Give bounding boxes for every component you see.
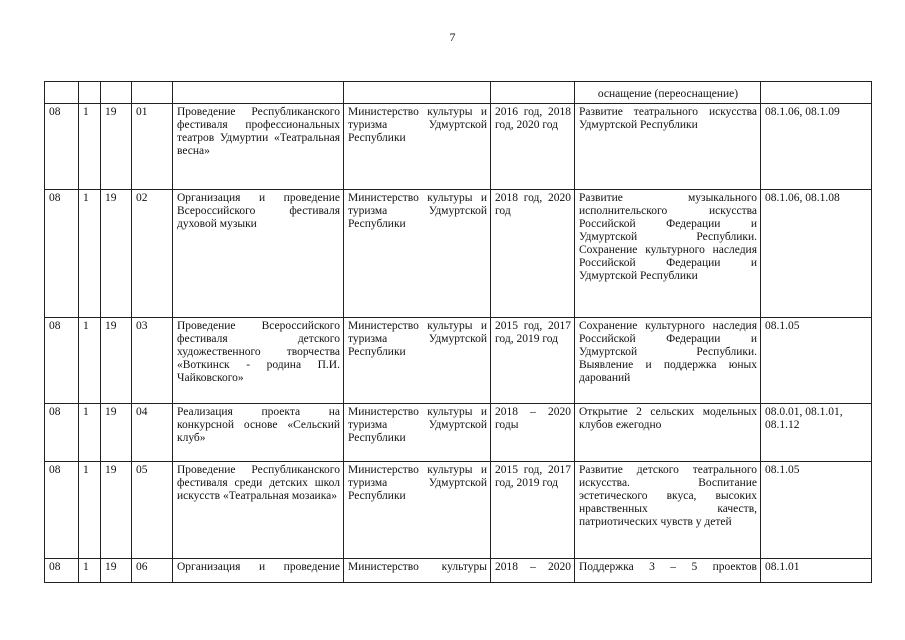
- result-cell: [575, 559, 761, 583]
- executor-text: Министерство культуры: [348, 561, 487, 573]
- result-cell: Развитие музыкального исполнительского искусства Российской Федерации и Удмуртской Республики. Сохранение культурного наследия Российской Федерации и Удмуртской Республики: [575, 190, 761, 318]
- table-cell: [344, 82, 491, 104]
- executor-cell: Министерство культуры и туризма Удмуртской Республики: [344, 462, 491, 559]
- result-cell: Развитие театрального искусства Удмуртской Республики: [575, 104, 761, 190]
- indicator-codes-cell: 08.1.05: [761, 318, 872, 404]
- event-cell: [173, 559, 344, 583]
- result-cell: оснащение (переоснащение): [575, 82, 761, 104]
- event-cell: Проведение Республиканского фестиваля среди детских школ искусств «Театральная мозаика»: [173, 462, 344, 559]
- code-cell: 19: [101, 559, 132, 583]
- result-text: Поддержка 3 – 5 проектов: [579, 561, 757, 573]
- result-cell: Открытие 2 сельских модельных клубов ежегодно: [575, 404, 761, 462]
- code-cell: 08: [45, 462, 79, 559]
- code-cell: 08: [45, 190, 79, 318]
- code-cell: 08: [45, 104, 79, 190]
- code-cell: 04: [132, 404, 173, 462]
- code-cell: 08: [45, 318, 79, 404]
- code-cell: 19: [101, 318, 132, 404]
- code-cell: 02: [132, 190, 173, 318]
- table-cell: [79, 82, 101, 104]
- table-row: [45, 404, 872, 462]
- table-row: [45, 559, 872, 583]
- table-row: [45, 190, 872, 318]
- code-cell: 05: [132, 462, 173, 559]
- table-cell: [491, 82, 575, 104]
- code-cell: 06: [132, 559, 173, 583]
- years-cell: 2015 год, 2017 год, 2019 год: [491, 462, 575, 559]
- years-cell: [491, 559, 575, 583]
- years-cell: 2018 – 2020 годы: [491, 404, 575, 462]
- table-cell: [173, 82, 344, 104]
- code-cell: 1: [79, 190, 101, 318]
- code-cell: 1: [79, 462, 101, 559]
- executor-cell: Министерство культуры и туризма Удмуртской Республики: [344, 104, 491, 190]
- executor-cell: Министерство культуры и туризма Удмуртской Республики: [344, 318, 491, 404]
- result-cell: Сохранение культурного наследия Российской Федерации и Удмуртской Республики. Выявление и поддержка юных дарований: [575, 318, 761, 404]
- indicator-codes-cell: 08.1.06, 08.1.09: [761, 104, 872, 190]
- code-cell: 1: [79, 559, 101, 583]
- executor-cell: Министерство культуры и туризма Удмуртской Республики: [344, 404, 491, 462]
- code-cell: 19: [101, 104, 132, 190]
- indicator-codes-cell: 08.1.05: [761, 462, 872, 559]
- event-cell: Проведение Республиканского фестиваля профессиональных театров Удмуртии «Театральная весна»: [173, 104, 344, 190]
- table-row: [45, 104, 872, 190]
- code-cell: 08: [45, 404, 79, 462]
- page-number: 7: [449, 30, 456, 44]
- code-cell: 1: [79, 404, 101, 462]
- code-cell: 1: [79, 104, 101, 190]
- event-cell: Организация и проведение Всероссийского фестиваля духовой музыки: [173, 190, 344, 318]
- code-cell: 08: [45, 559, 79, 583]
- indicator-codes-cell: 08.0.01, 08.1.01, 08.1.12: [761, 404, 872, 462]
- event-cell: Реализация проекта на конкурсной основе «Сельский клуб»: [173, 404, 344, 462]
- table-cell: [45, 82, 79, 104]
- table-row: [45, 82, 872, 104]
- code-cell: 03: [132, 318, 173, 404]
- table-cell: [761, 82, 872, 104]
- result-cell: Развитие детского театрального искусства. Воспитание эстетического вкуса, высоких нравственных качеств, патриотических чувств у детей: [575, 462, 761, 559]
- years-cell: 2018 год, 2020 год: [491, 190, 575, 318]
- table-cell: [132, 82, 173, 104]
- years-cell: 2016 год, 2018 год, 2020 год: [491, 104, 575, 190]
- indicator-codes-cell: 08.1.01: [761, 559, 872, 583]
- table-row: [45, 462, 872, 559]
- code-cell: 19: [101, 462, 132, 559]
- code-cell: 1: [79, 318, 101, 404]
- executor-cell: [344, 559, 491, 583]
- event-text: Организация и проведение: [177, 561, 340, 573]
- code-cell: 19: [101, 404, 132, 462]
- indicator-codes-cell: 08.1.06, 08.1.08: [761, 190, 872, 318]
- table-cell: [101, 82, 132, 104]
- executor-cell: Министерство культуры и туризма Удмуртской Республики: [344, 190, 491, 318]
- event-cell: Проведение Всероссийского фестиваля детского художественного творчества «Воткинск - родина П.И. Чайковского»: [173, 318, 344, 404]
- years-cell: 2015 год, 2017 год, 2019 год: [491, 318, 575, 404]
- table-row: [45, 318, 872, 404]
- code-cell: 19: [101, 190, 132, 318]
- program-table: [44, 81, 872, 583]
- years-text: 2018 – 2020: [495, 561, 571, 573]
- code-cell: 01: [132, 104, 173, 190]
